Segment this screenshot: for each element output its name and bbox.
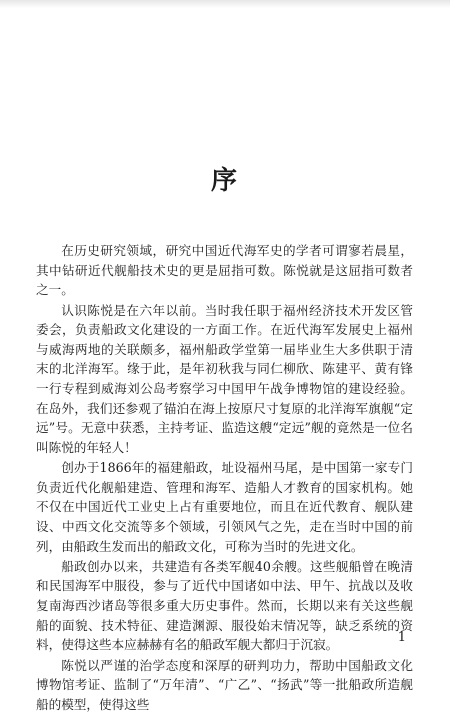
- scan-top-edge: [0, 0, 450, 8]
- page-number: 1: [397, 630, 406, 645]
- paragraph: 创办于1866年的福建船政，址设福州马尾，是中国第一家专门负责近代化舰船建造、管理和海军、造船人才教育的国家机构。她不仅在中国近代工业史上占有重要地位，而且在近代教育、舰队建设、中西文化交流等多个领域，引领风气之先，走在当时中国的前列，由船政生发而出的船政文化，可称为当时的先进文化。: [36, 460, 413, 554]
- body-text: [36, 241, 413, 715]
- paragraph: 认识陈悦是在六年以前。当时我任职于福州经济技术开发区管委会，负责船政文化建设的一方面工作。在近代海军发展史上福州与威海两地的关联颇多，福州船政学堂第一届毕业生大多供职于清末的北洋海军。缘于此，是年初秋我与同仁柳欣、陈建平、黄有锋一行专程到威海刘公岛考察学习中国甲午战争博物馆的建设经验。在岛外，我们还参观了锚泊在海上按原尺寸复原的北洋海军旗舰“定远”号。无意中获悉，主持考证、监造这艘“定远”舰的竟然是一位名叫陈悦的年轻人！: [36, 302, 413, 455]
- page-title: 序: [210, 166, 239, 197]
- paragraph: 在历史研究领域，研究中国近代海军史的学者可谓寥若晨星，其中钻研近代舰船技术史的更是屈指可数。陈悦就是这屈指可数者之一。: [36, 243, 413, 298]
- paragraph: 陈悦以严谨的治学态度和深厚的研判功力，帮助中国船政文化博物馆考证、监制了“万年清”、“广乙”、“扬武”等一批船政所造舰船的模型，使得这些: [36, 657, 413, 712]
- paragraph: 船政创办以来，共建造有各类军舰40余艘。这些舰船曾在晚清和民国海军中服役，参与了近代中国诸如中法、甲午、抗战以及收复南海西沙诸岛等很多重大历史事件。然而，长期以来有关这些舰船的面貌、技术特征、建造渊源、服役始末情况等，缺乏系统的资料，使得这些本应赫赫有名的船政军舰大都归于沉寂。: [36, 558, 413, 653]
